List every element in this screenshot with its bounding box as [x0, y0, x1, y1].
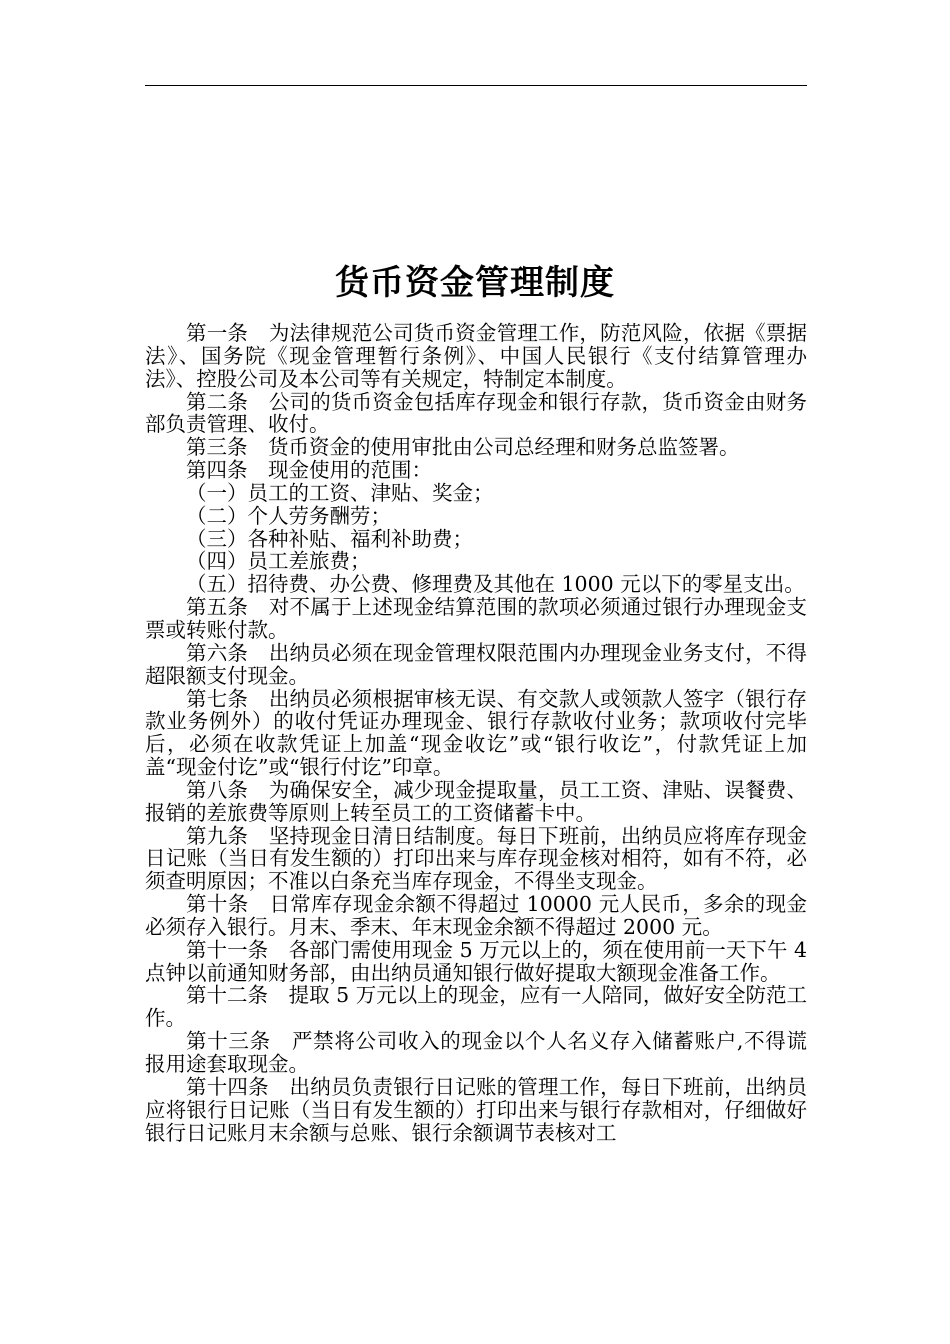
- list-item: （五）招待费、办公费、修理费及其他在 1000 元以下的零星支出。: [186, 572, 805, 597]
- article-5: 第五条 对不属于上述现金结算范围的款项必须通过银行办理现金支票或转账付款。: [145, 595, 807, 642]
- article-1: 第一条 为法律规范公司货币资金管理工作，防范风险，依据《票据法》、国务院《现金管理暂行条例》、中国人民银行《支付结算管理办法》、控股公司及本公司等有关规定，特制定本制度。: [145, 321, 807, 391]
- article-3: 第三条 货币资金的使用审批由公司总经理和财务总监签署。: [186, 435, 740, 460]
- list-item: （四）员工差旅费；: [186, 549, 371, 574]
- article-4: 第四条 现金使用的范围：: [186, 458, 432, 483]
- article-14: 第十四条 出纳员负责银行日记账的管理工作，每日下班前，出纳员应将银行日记账（当日有发生额的）打印出来与银行存款相对，仔细做好银行日记账月末余额与总账、银行余额调节表核对工: [145, 1074, 807, 1145]
- article-6: 第六条 出纳员必须在现金管理权限范围内办理现金业务支付，不得超限额支付现金。: [145, 640, 807, 688]
- list-item: （二）个人劳务酬劳；: [186, 503, 391, 528]
- document-title: 货币资金管理制度: [335, 263, 615, 303]
- article-2: 第二条 公司的货币资金包括库存现金和银行存款，货币资金由财务部负责管理、收付。: [145, 389, 807, 437]
- article-10: 第十条 日常库存现金余额不得超过 10000 元人民币，多余的现金必须存入银行。月末、季末、年末现金余额不得超过 2000 元。: [145, 892, 807, 939]
- article-7: 第七条 出纳员必须根据审核无误、有交款人或领款人签字（银行存款业务例外）的收付凭证办理现金、银行存款收付业务；款项收付完毕后，必须在收款凭证上加盖“现金收讫”或“银行收讫”，付款凭证上加盖“现金付讫”或“银行付讫”印章。: [145, 686, 807, 780]
- article-13: 第十三条 严禁将公司收入的现金以个人名义存入储蓄账户,不得谎报用途套取现金。: [145, 1029, 807, 1076]
- article-12: 第十二条 提取 5 万元以上的现金，应有一人陪同，做好安全防范工作。: [145, 983, 807, 1031]
- article-11: 第十一条 各部门需使用现金 5 万元以上的，须在使用前一天下午 4 点钟以前通知财务部，由出纳员通知银行做好提取大额现金准备工作。: [145, 937, 807, 985]
- article-8: 第八条 为确保安全，减少现金提取量，员工工资、津贴、误餐费、报销的差旅费等原则上转至员工的工资储蓄卡中。: [145, 777, 807, 825]
- header-rule: [145, 85, 807, 86]
- document-body: [145, 322, 807, 1144]
- article-9: 第九条 坚持现金日清日结制度。每日下班前，出纳员应将库存现金日记账（当日有发生额的）打印出来与库存现金核对相符，如有不符，必须查明原因；不准以白条充当库存现金，不得坐支现金。: [145, 823, 807, 894]
- list-item: （三）各种补贴、福利补助费；: [186, 526, 473, 551]
- list-item: （一）员工的工资、津贴、奖金；: [186, 480, 494, 505]
